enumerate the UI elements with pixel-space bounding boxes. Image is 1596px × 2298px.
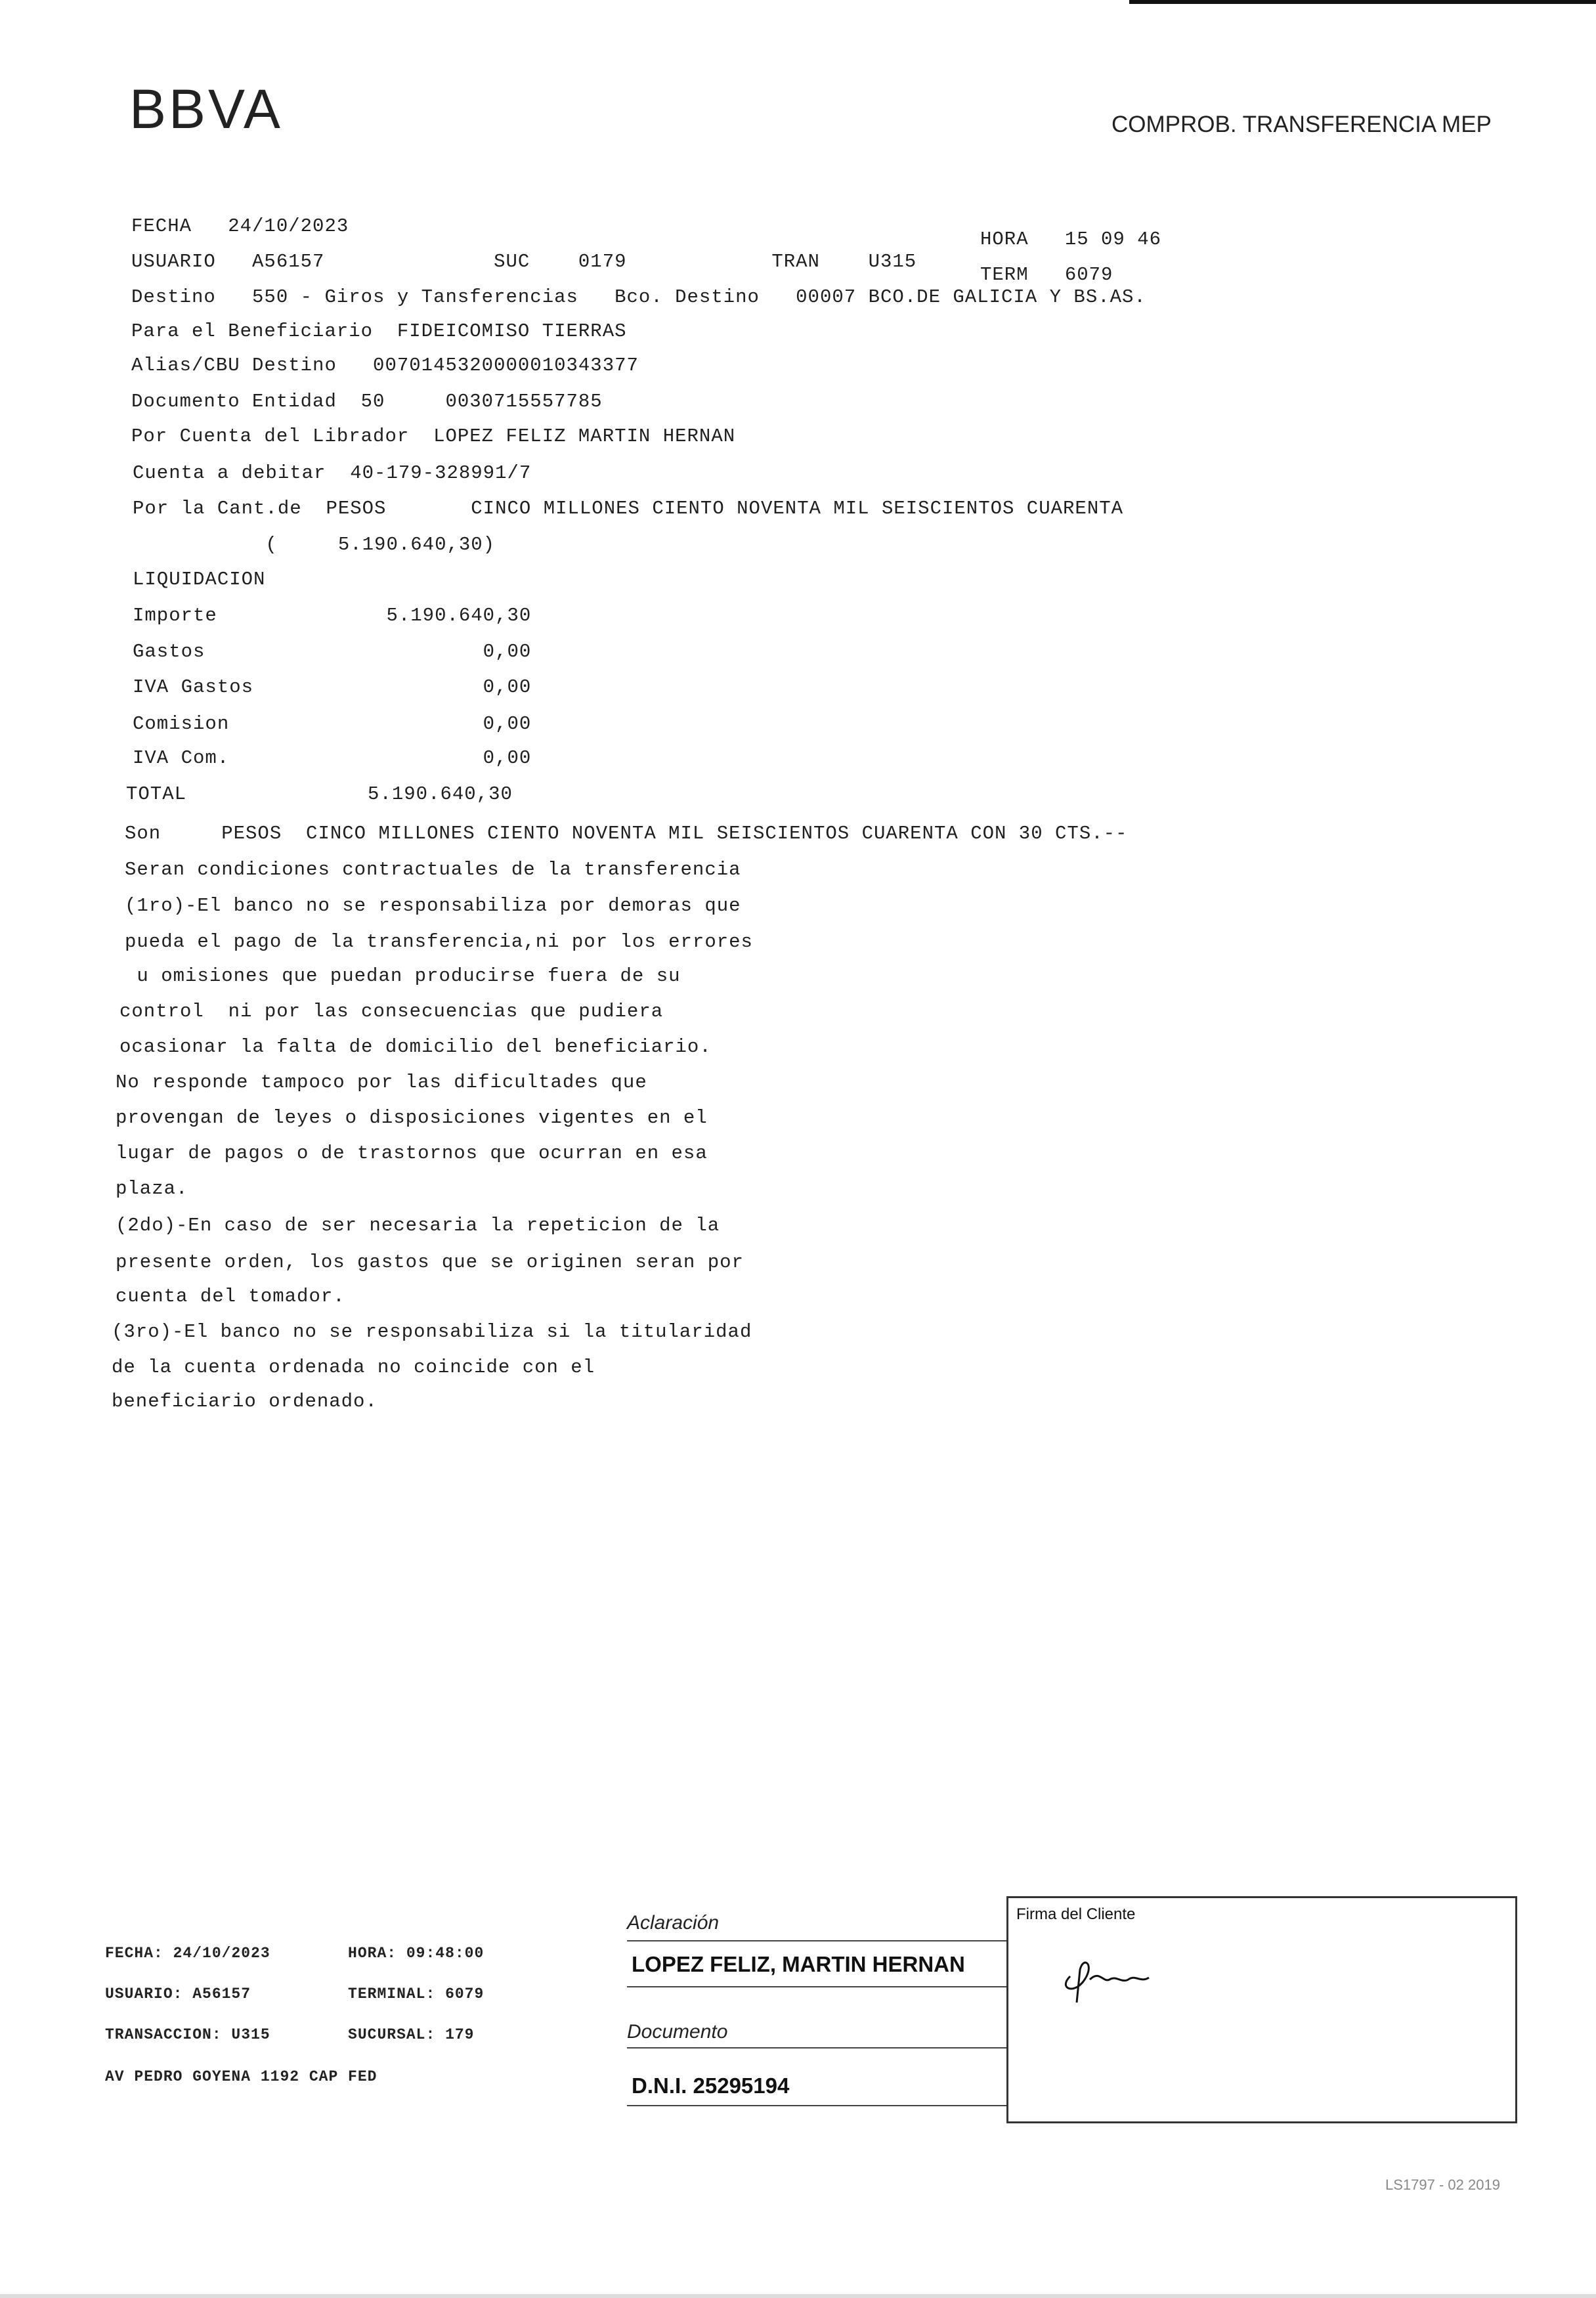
detail-line: Por la Cant.de PESOS CINCO MILLONES CIENTO NOVENTA MIL SEISCIENTOS CUARENTA [133, 498, 1124, 519]
detail-line: (2do)-En caso de ser necesaria la repeticion de la [116, 1215, 720, 1236]
detail-line: Por Cuenta del Librador LOPEZ FELIZ MARTIN HERNAN [131, 425, 736, 447]
documento-rule [627, 2047, 1008, 2049]
detail-line: Son PESOS CINCO MILLONES CIENTO NOVENTA MIL SEISCIENTOS CUARENTA CON 30 CTS.-- [125, 823, 1128, 844]
detail-line: LIQUIDACION [133, 569, 266, 590]
detail-line: No responde tampoco por las dificultades que [116, 1072, 647, 1093]
detail-line: provengan de leyes o disposiciones vigentes en el [116, 1107, 708, 1129]
detail-line: de la cuenta ordenada no coincide con el [112, 1356, 595, 1378]
aclaracion-value: LOPEZ FELIZ, MARTIN HERNAN [632, 1952, 965, 1976]
detail-line: Cuenta a debitar 40-179-328991/7 [133, 462, 532, 484]
footer-line: TRANSACCION: U315 SUCURSAL: 179 [105, 2026, 475, 2043]
detail-line: FECHA 24/10/2023 [131, 215, 349, 237]
footer-line: FECHA: 24/10/2023 HORA: 09:48:00 [105, 1945, 485, 1962]
signature-label: Firma del Cliente [1016, 1905, 1136, 1923]
detail-line: Comision 0,00 [133, 713, 532, 735]
time-field: HORA 15 09 46 [980, 228, 1162, 250]
detail-line: Importe 5.190.640,30 [133, 605, 532, 626]
detail-line: USUARIO A56157 SUC 0179 TRAN U315 [131, 251, 917, 272]
bank-logo: BBVA [129, 78, 283, 140]
detail-line: TOTAL 5.190.640,30 [126, 783, 513, 805]
documento-value-rule [627, 2105, 1008, 2106]
footer-line: AV PEDRO GOYENA 1192 CAP FED [105, 2068, 377, 2085]
detail-line: presente orden, los gastos que se originen seran por [116, 1251, 744, 1273]
documento-label: Documento [627, 2021, 728, 2043]
detail-line: u omisiones que puedan producirse fuera de su [125, 965, 681, 987]
form-code: LS1797 - 02 2019 [1385, 2177, 1500, 2193]
detail-line: beneficiario ordenado. [112, 1391, 377, 1412]
top-edge [1129, 0, 1596, 4]
detail-line: plaza. [116, 1178, 188, 1200]
terminal-field: TERM 6079 [980, 264, 1113, 286]
detail-line: Seran condiciones contractuales de la transferencia [125, 859, 741, 880]
detail-line: lugar de pagos o de trastornos que ocurran en esa [116, 1142, 708, 1164]
detail-line: IVA Com. 0,00 [133, 747, 532, 769]
detail-line: ocasionar la falta de domicilio del beneficiario. [119, 1036, 712, 1058]
detail-line: Alias/CBU Destino 0070145320000010343377 [131, 355, 639, 376]
aclaracion-label: Aclaración [627, 1912, 720, 1934]
signature-icon [1050, 1950, 1182, 2009]
detail-line: cuenta del tomador. [116, 1286, 345, 1307]
detail-line: control ni por las consecuencias que pudiera [119, 1001, 664, 1022]
signature-box [1006, 1896, 1517, 2123]
detail-line: (1ro)-El banco no se responsabiliza por demoras que [125, 895, 741, 917]
detail-line: IVA Gastos 0,00 [133, 676, 532, 698]
document-title: COMPROB. TRANSFERENCIA MEP [1111, 112, 1492, 137]
detail-line: Gastos 0,00 [133, 641, 532, 662]
documento-value: D.N.I. 25295194 [632, 2073, 790, 2098]
footer-line: USUARIO: A56157 TERMINAL: 6079 [105, 1985, 485, 2003]
detail-line: Documento Entidad 50 0030715557785 [131, 391, 603, 412]
aclaracion-value-rule [627, 1986, 1008, 1987]
detail-line: (3ro)-El banco no se responsabiliza si la titularidad [112, 1321, 752, 1343]
detail-line: pueda el pago de la transferencia,ni por los errores [125, 931, 753, 953]
detail-line: Para el Beneficiario FIDEICOMISO TIERRAS [131, 320, 627, 342]
detail-line: ( 5.190.640,30) [133, 534, 496, 555]
aclaracion-rule [627, 1940, 1008, 1941]
bottom-edge [0, 2294, 1596, 2298]
detail-line: Destino 550 - Giros y Tansferencias Bco. Destino 00007 BCO.DE GALICIA Y BS.AS. [131, 286, 1146, 308]
